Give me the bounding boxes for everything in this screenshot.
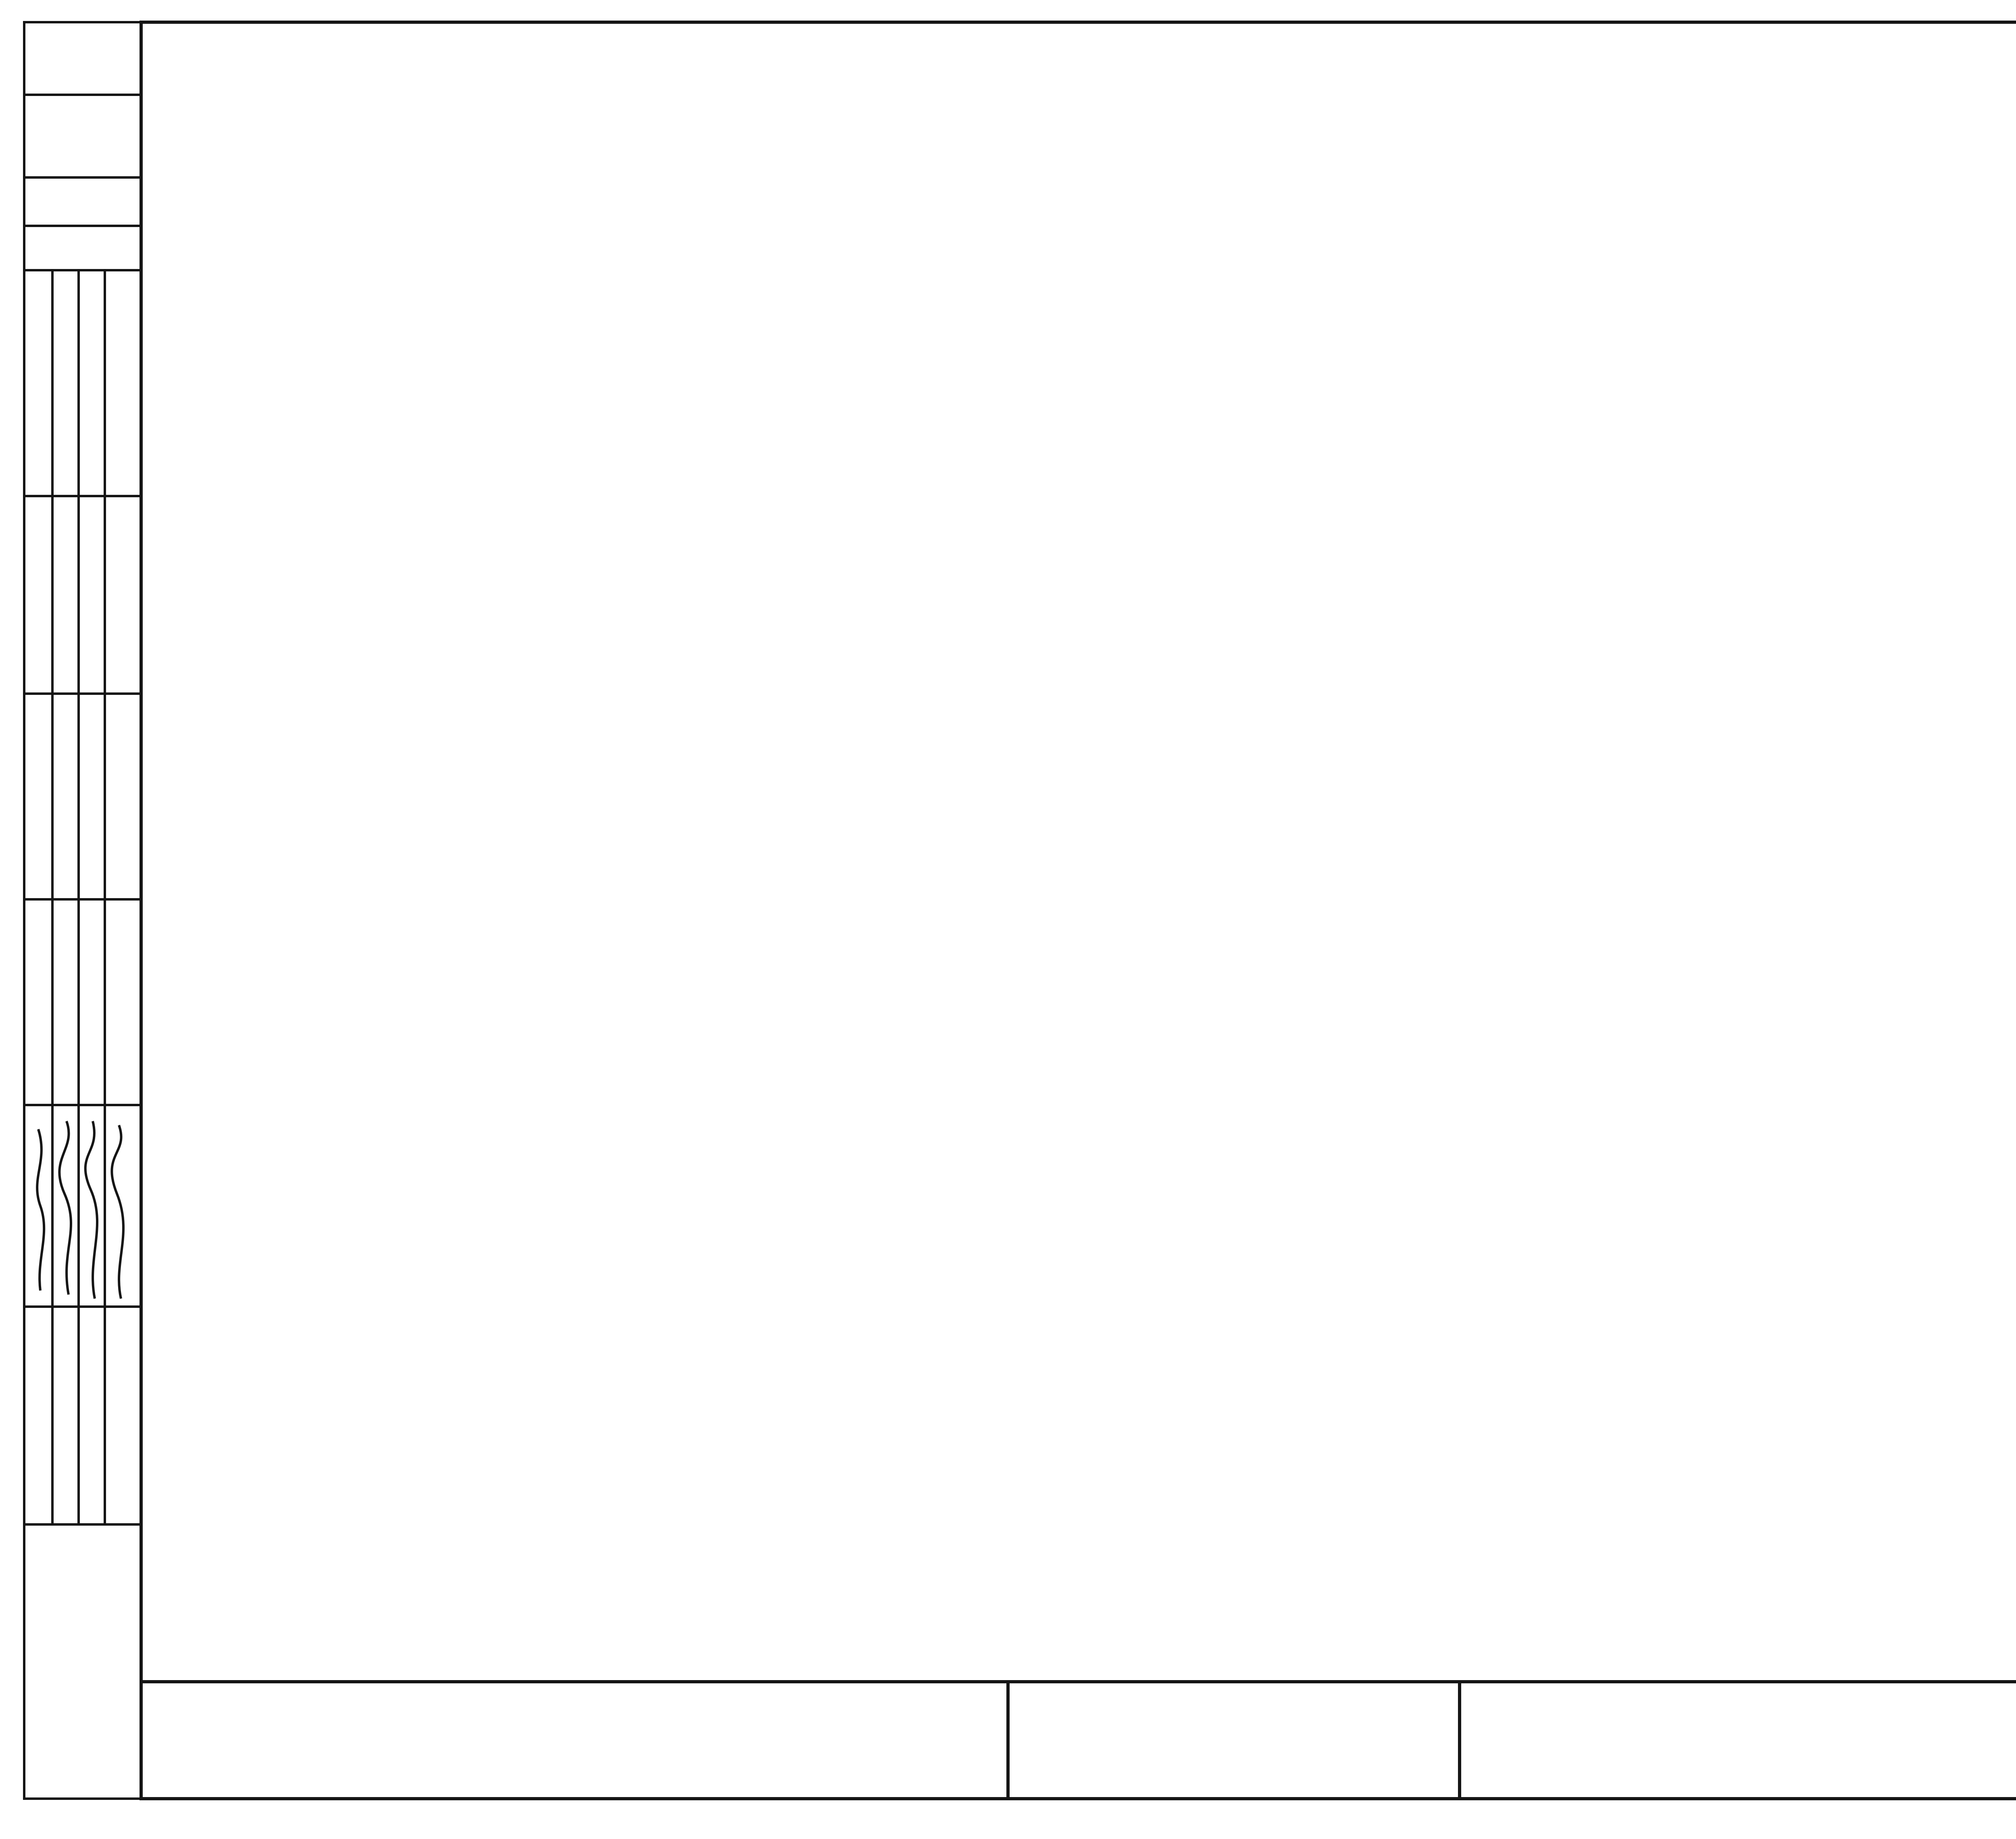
signature-2 — [59, 1121, 71, 1295]
signature-4 — [112, 1125, 123, 1299]
signatures — [37, 1121, 123, 1299]
signature-3 — [85, 1121, 97, 1299]
left-side-strip — [24, 22, 141, 1799]
title-block — [141, 1682, 2016, 1799]
signature-1 — [37, 1129, 44, 1291]
main-frame — [141, 22, 2016, 1799]
